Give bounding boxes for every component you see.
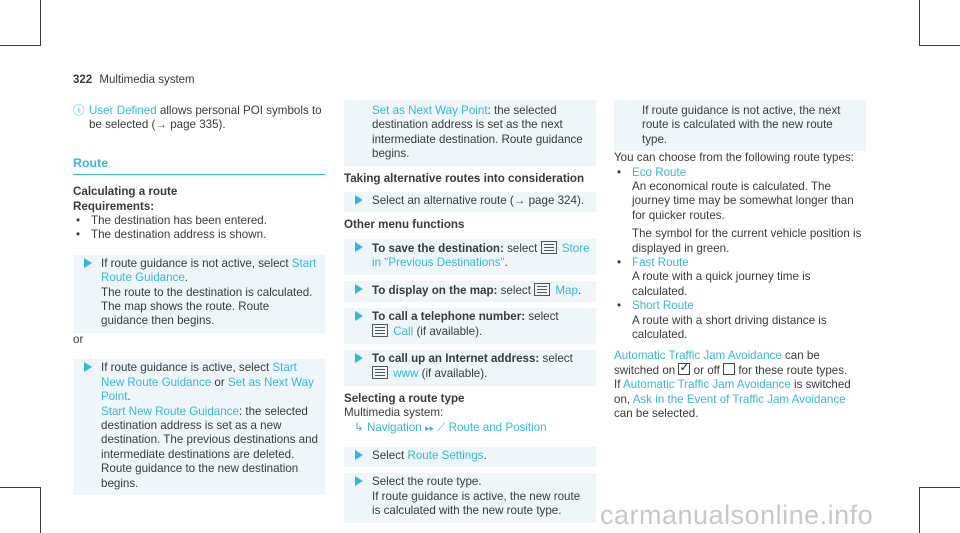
step-arrow-icon	[355, 353, 363, 363]
crop-mark	[0, 487, 40, 488]
crop-mark	[0, 45, 40, 46]
step-arrow-icon	[355, 284, 363, 294]
info-icon: ⓘ	[73, 104, 85, 117]
watermark: carmanualsonline.info	[600, 500, 874, 530]
column-1	[73, 104, 325, 495]
note: ⓘ User Defined allows personal POI symbols to be selected (→ page 335).	[73, 104, 322, 132]
page-number: 322	[73, 74, 93, 86]
step-arrow-icon	[355, 311, 363, 321]
other-functions-title: Other menu functions	[344, 218, 465, 232]
step-continued: Set as Next Way Point: the selected destination address is set as the next intermediate destination. Route guidance begins.	[344, 100, 596, 166]
multimedia-system-label: Multimedia system:	[344, 406, 444, 420]
step: To call a telephone number: select Call (if available).	[344, 308, 596, 344]
short-route-link[interactable]: • Short Route	[632, 299, 694, 313]
map-link[interactable]: Map	[555, 283, 578, 297]
step-arrow-icon	[355, 195, 363, 205]
start-new-route-guidance-link[interactable]: Start New Route Guidance	[101, 361, 297, 389]
checkbox-unchecked-icon	[723, 363, 735, 375]
crop-mark	[920, 45, 960, 46]
traffic-jam-paragraph: Automatic Traffic Jam Avoidance can be switched on ✓ or off for these route types. If Automatic Traffic Jam Avoidance is switched on, Ask in the Event of Traffic Jam Avoidance can be selected.	[614, 349, 866, 422]
menu-icon	[372, 324, 388, 337]
list-item: • Fast Route A route with a quick journey time is calculated.	[614, 256, 866, 299]
step-arrow-icon	[355, 242, 363, 252]
set-as-next-way-point-link[interactable]: Set as Next Way Point	[101, 375, 314, 404]
list-item: • The destination address is shown.	[73, 228, 325, 242]
step-arrow-icon	[84, 258, 92, 268]
step: Select an alternative route (→ page 324).	[344, 192, 596, 212]
call-link[interactable]: Call	[393, 325, 414, 339]
store-link[interactable]: Store in "Previous Destinations"	[372, 241, 590, 270]
start-route-guidance-link[interactable]: Start Route Guidance	[101, 256, 317, 285]
list-item: • The destination has been entered.	[73, 214, 325, 228]
crop-mark	[919, 0, 920, 46]
step: To call up an Internet address: select www (if available).	[344, 350, 596, 386]
choose-text: You can choose from the following route types:	[614, 151, 854, 165]
navigation-link[interactable]: Navigation	[366, 420, 422, 434]
ask-traffic-jam-avoidance-link[interactable]: Ask in the Event of Traffic Jam Avoidance	[632, 392, 846, 406]
column-3	[614, 100, 866, 422]
list-item: • Short Route A route with a short driving distance is calculated.	[614, 299, 866, 342]
requirements-title: Requirements:	[73, 199, 155, 213]
menu-icon	[534, 283, 550, 296]
crop-mark	[40, 487, 41, 533]
set-as-next-way-point-link[interactable]: Set as Next Way Point	[372, 104, 488, 117]
user-defined-link[interactable]: User Defined	[89, 104, 157, 117]
page-header	[73, 74, 195, 86]
crop-mark	[919, 487, 920, 533]
double-arrow-icon: ▸▸	[424, 422, 435, 433]
crop-mark	[40, 0, 41, 46]
menu-icon	[541, 241, 557, 254]
automatic-traffic-jam-avoidance-link[interactable]: Automatic Traffic Jam Avoidance	[623, 378, 791, 392]
step-arrow-icon	[355, 450, 363, 460]
column-2	[344, 100, 596, 523]
step: If route guidance is not active, select Start Route Guidance. The route to the destination is calculated. The map shows the route. Route guidance then begins.	[73, 255, 325, 333]
step-arrow-icon	[355, 476, 363, 486]
step: Select Route Settings.	[344, 447, 596, 467]
route-and-position-link[interactable]: Route and Position	[448, 420, 547, 434]
automatic-traffic-jam-avoidance-link[interactable]: Automatic Traffic Jam Avoidance	[614, 348, 782, 362]
www-link[interactable]: www	[393, 367, 419, 381]
arrow-icon: →	[155, 118, 167, 132]
route-icon: ⟋	[437, 420, 446, 434]
eco-route-link[interactable]: • Eco Route	[632, 165, 687, 179]
step: Select the route type. If route guidance is active, the new route is calculated with the new route type.	[344, 473, 596, 522]
nav-path	[344, 421, 596, 435]
step: To save the destination: select Store in "Previous Destinations".	[344, 239, 596, 275]
arrow-icon: →	[513, 194, 526, 208]
fast-route-link[interactable]: • Fast Route	[632, 256, 689, 270]
step: To display on the map: select Map.	[344, 281, 596, 302]
step-continued: If route guidance is not active, the next route is calculated with the new route type.	[614, 100, 866, 151]
route-settings-link[interactable]: Route Settings	[407, 448, 484, 462]
start-new-route-guidance-link[interactable]: Start New Route Guidance	[101, 404, 239, 418]
sub-title: Calculating a route	[73, 185, 178, 199]
step-arrow-icon	[84, 362, 92, 372]
alt-routes-title: Taking alternative routes into consideration	[344, 171, 585, 185]
step: If route guidance is active, select Start New Route Guidance or Set as Next Way Point. Start New Route Guidance: the selected destination address is set as a new destination. The previous destinations and intermediate destinations are deleted. Route guidance to the new destination begins.	[73, 359, 325, 495]
or-text: or	[73, 332, 84, 346]
route-type-title: Selecting a route type	[344, 391, 465, 405]
section-title: Route	[73, 156, 325, 175]
checkbox-checked-icon	[678, 363, 690, 375]
crop-mark	[920, 487, 960, 488]
section-name: Multimedia system	[99, 74, 195, 86]
menu-icon	[372, 366, 388, 379]
path-arrow-icon: ↳	[354, 420, 364, 434]
list-item: • Eco Route An economical route is calculated. The journey time may be somewhat longer than for quicker routes. The symbol for the current vehicle position is displayed in green.	[614, 166, 866, 256]
